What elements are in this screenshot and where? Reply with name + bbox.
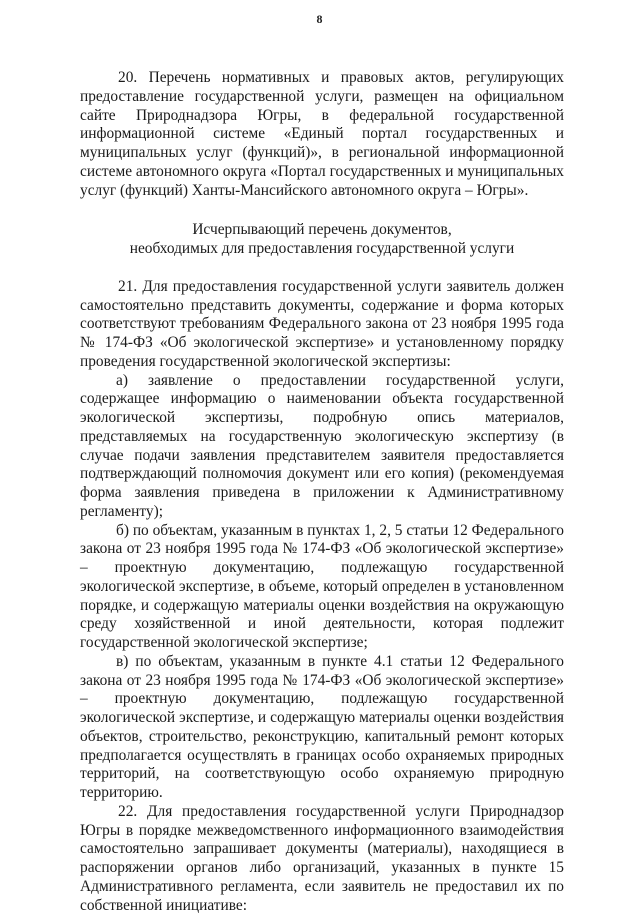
document-body — [80, 69, 564, 915]
paragraph-20: 20. Перечень нормативных и правовых актов, регулирующих предоставление государственной услуги, размещен на официальном сайте Природнадзора Югры, в федеральной государственной информационной системе «Единый портал государственных и муниципальных услуг (функций)», в региональной информационной системе автономного округа «Портал государственных и муниципальных услуг (функций) Ханты-Мансийского автономного округа – Югры». — [80, 69, 564, 199]
list-item-b: б) по объектам, указанным в пунктах 1, 2, 5 статьи 12 Федерального закона от 23 ноября 1995 года № 174-ФЗ «Об экологической экспертизе» – проектную документацию, подлежащую государственной экологической экспертизе, в объеме, который определен в установленном порядке, и содержащую материалы оценки воздействия на окружающую среду хозяйственной и иной деятельности, которая подлежит государственной экологической экспертизе; — [80, 521, 564, 651]
paragraph-21: 21. Для предоставления государственной услуги заявитель должен самостоятельно представить документы, содержание и форма которых соответствуют требованиям Федерального закона от 23 ноября 1995 года № 174-ФЗ «Об экологической экспертизе» и установленному порядку проведения государственной экологической экспертизы: — [80, 277, 564, 370]
section-heading-line-1: Исчерпывающий перечень документов, — [192, 221, 452, 239]
page-number: 8 — [316, 12, 323, 26]
list-item-a: а) заявление о предоставлении государственной услуги, содержащее информацию о наименовании объекта государственной экологической экспертизы, подробную опись материалов, представляемых на государственную экологическую экспертизу (в случае подачи заявления представителем заявителя предоставляется подтверждающий полномочия документ или его копия) (рекомендуемая форма заявления приведена в приложении к Административному регламенту); — [80, 371, 564, 520]
list-item-v: в) по объектам, указанным в пункте 4.1 статьи 12 Федерального закона от 23 ноября 1995 года № 174-ФЗ «Об экологической экспертизе» – проектную документацию, подлежащую государственной экологической экспертизе, и содержащую материалы оценки воздействия объектов, строительство, реконструкцию, капитальный ремонт которых предполагается осуществлять в границах особо охраняемых природных территорий, на соответствующую особо охраняемую природную территорию. — [80, 652, 564, 801]
paragraph-22: 22. Для предоставления государственной услуги Природнадзор Югры в порядке межведомственного информационного взаимодействия самостоятельно запрашивает документы (материалы), находящиеся в распоряжении органов либо организаций, указанных в пункте 15 Административного регламента, если заявитель не предоставил их по собственной инициативе: — [80, 802, 564, 914]
section-heading-line-2: необходимых для предоставления государственной услуги — [129, 240, 515, 257]
section-heading — [80, 221, 564, 259]
